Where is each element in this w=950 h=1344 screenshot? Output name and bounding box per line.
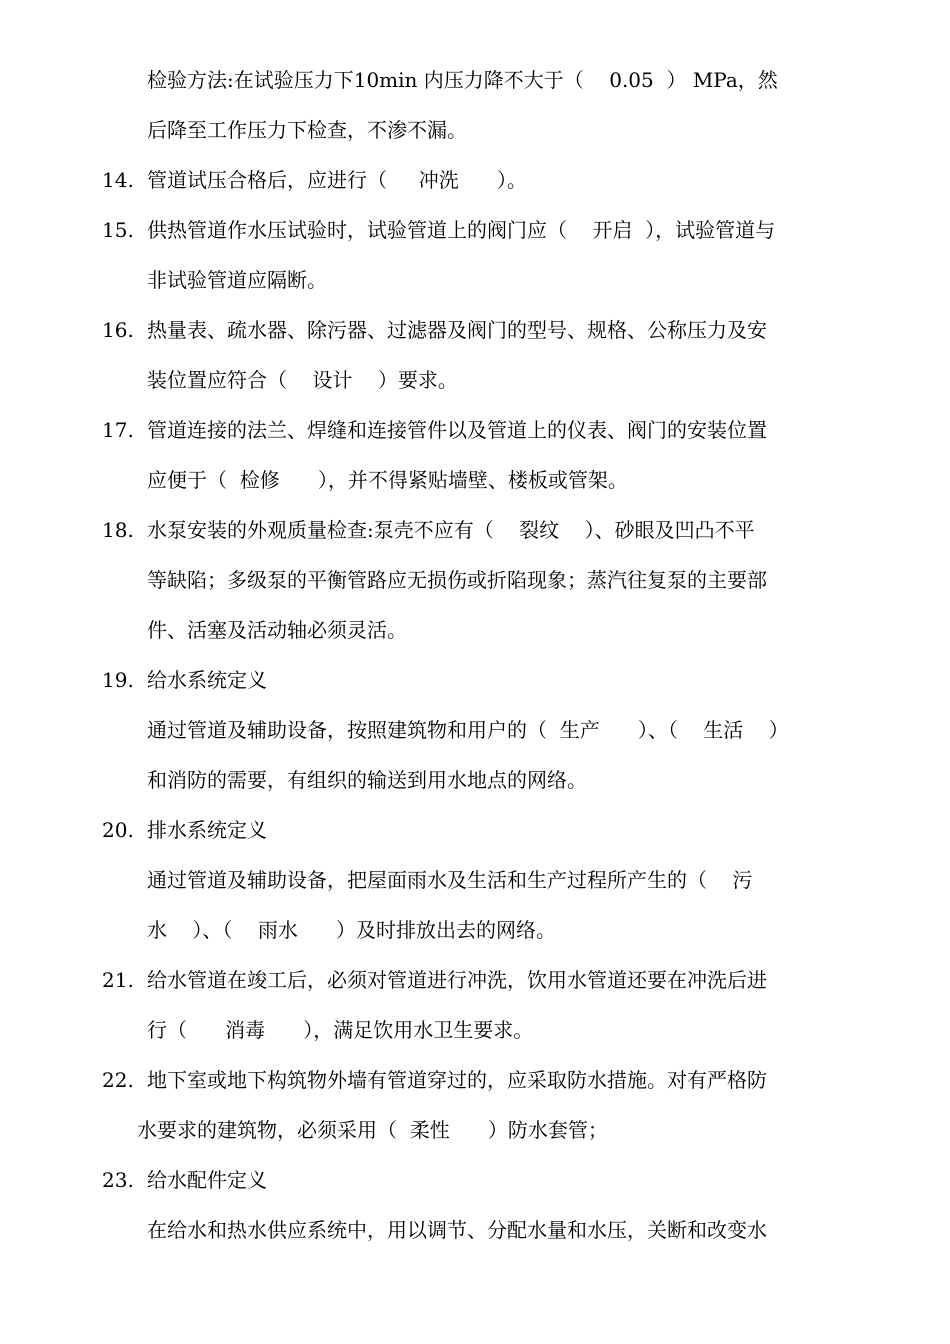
item-23-text-line-1: 在给水和热水供应系统中，用以调节、分配水量和水压，关断和改变水 [147, 1218, 767, 1242]
item-15-number: 15. [102, 218, 134, 242]
item-19-text-line-2: 和消防的需要，有组织的输送到用水地点的网络。 [147, 768, 587, 792]
item-20-text-line-1: 通过管道及辅助设备，把屋面雨水及生活和生产过程所产生的（ 污 [147, 868, 753, 892]
item-13-text-line-1: 检验方法:在试验压力下10min 内压力降不大于（ 0.05 ） MPa，然 [147, 68, 778, 92]
item-18-text-line-3: 件、活塞及活动轴必须灵活。 [147, 618, 407, 642]
item-20-number: 20. [102, 818, 134, 842]
item-17-text-line-1: 管道连接的法兰、焊缝和连接管件以及管道上的仪表、阀门的安装位置 [147, 418, 767, 442]
item-22-text-line-1: 地下室或地下构筑物外墙有管道穿过的，应采取防水措施。对有严格防 [147, 1068, 767, 1092]
item-13-text-line-2: 后降至工作压力下检查，不渗不漏。 [147, 118, 467, 142]
item-19-text-line-1: 通过管道及辅助设备，按照建筑物和用户的（ 生产 ）、（ 生活 ） [147, 718, 789, 742]
item-22-text-line-2: 水要求的建筑物，必须采用（ 柔性 ）防水套管； [137, 1118, 608, 1142]
item-23-heading: 给水配件定义 [147, 1168, 267, 1192]
item-15-text-line-1: 供热管道作水压试验时，试验管道上的阀门应（ 开启 ），试验管道与 [147, 218, 776, 242]
item-14-text-line-1: 管道试压合格后，应进行（ 冲洗 ）。 [147, 168, 527, 192]
item-19-number: 19. [102, 668, 134, 692]
item-20-heading: 排水系统定义 [147, 818, 267, 842]
item-17-text-line-2: 应便于（ 检修 ），并不得紧贴墙壁、楼板或管架。 [147, 468, 628, 492]
item-23-number: 23. [102, 1168, 134, 1192]
item-15-text-line-2: 非试验管道应隔断。 [147, 268, 327, 292]
item-18-text-line-1: 水泵安装的外观质量检查:泵壳不应有（ 裂纹 ）、砂眼及凹凸不平 [147, 518, 755, 542]
item-18-number: 18. [102, 518, 134, 542]
item-20-text-line-2: 水 ）、（ 雨水 ）及时排放出去的网络。 [147, 918, 557, 942]
item-18-text-line-2: 等缺陷；多级泵的平衡管路应无损伤或折陷现象；蒸汽往复泵的主要部 [147, 568, 767, 592]
item-16-text-line-1: 热量表、疏水器、除污器、过滤器及阀门的型号、规格、公称压力及安 [147, 318, 767, 342]
item-16-number: 16. [102, 318, 134, 342]
item-21-number: 21. [102, 968, 134, 992]
item-22-number: 22. [102, 1068, 134, 1092]
item-21-text-line-1: 给水管道在竣工后，必须对管道进行冲洗，饮用水管道还要在冲洗后进 [147, 968, 767, 992]
item-19-heading: 给水系统定义 [147, 668, 267, 692]
item-16-text-line-2: 装位置应符合（ 设计 ）要求。 [147, 368, 458, 392]
item-21-text-line-2: 行（ 消毒 ），满足饮用水卫生要求。 [147, 1018, 534, 1042]
item-17-number: 17. [102, 418, 134, 442]
item-14-number: 14. [102, 168, 134, 192]
